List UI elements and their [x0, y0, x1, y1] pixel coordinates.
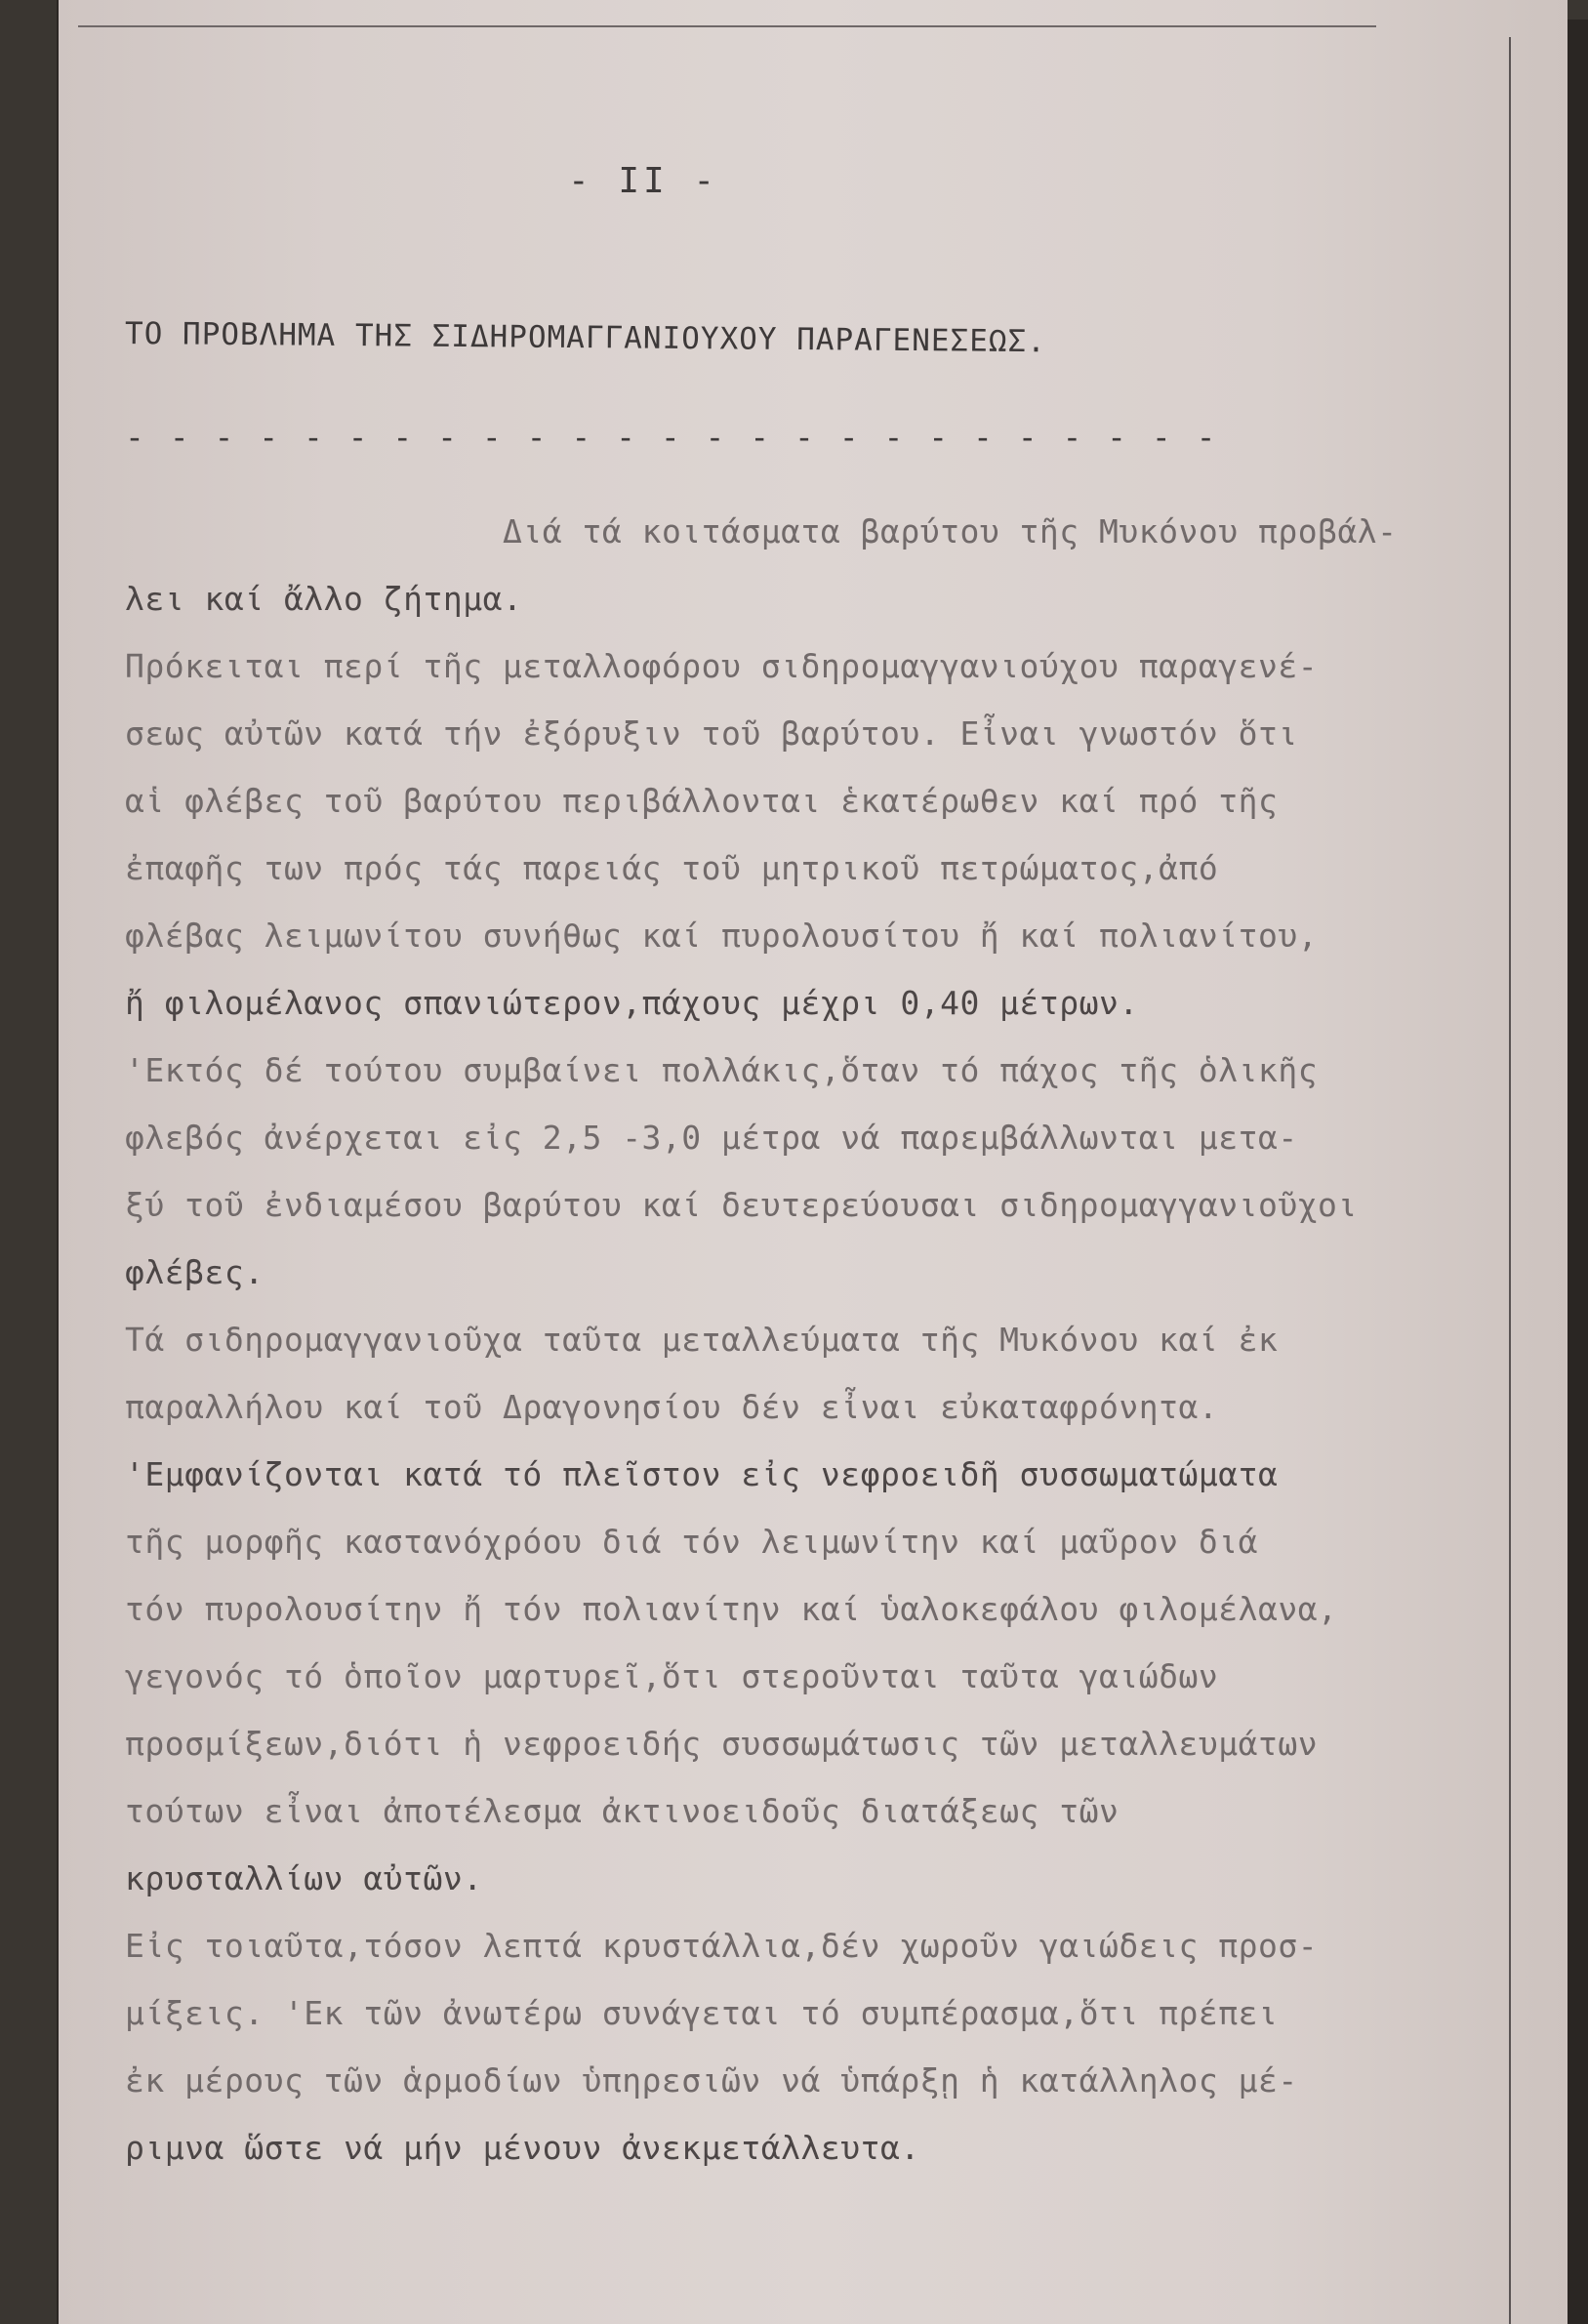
page-number: - II -	[568, 161, 719, 201]
text-line: φλεβός ἀνέρχεται εἰς 2,5 -3,0 μέτρα νά παρεμβάλλωνται μετα-	[125, 1119, 1298, 1157]
text-line: φλέβας λειμωνίτου συνήθως καί πυρολουσίτου ἤ καί πολιανίτου,	[125, 917, 1319, 955]
text-line: αἱ φλέβες τοῦ βαρύτου περιβάλλονται ἑκατέρωθεν καί πρό τῆς	[125, 782, 1279, 820]
section-heading: ΤΟ ΠΡΟΒΛΗΜΑ ΤΗΣ ΣΙΔΗΡΟΜΑΓΓΑΝΙΟΥΧΟΥ ΠΑΡΑΓΕΝΕΣΕΩΣ.	[124, 316, 1046, 360]
top-rule	[78, 25, 1376, 27]
text-line: ἐπαφῆς των πρός τάς παρειάς τοῦ μητρικοῦ πετρώματος,ἀπό	[125, 849, 1219, 887]
text-line: Εἰς τοιαῦτα,τόσον λεπτά κρυστάλλια,δέν χωροῦν γαιώδεις προσ-	[125, 1927, 1319, 1965]
text-line: Πρόκειται περί τῆς μεταλλοφόρου σιδηρομαγγανιούχου παραγενέ-	[125, 647, 1319, 685]
text-line: τούτων εἶναι ἀποτέλεσμα ἀκτινοειδοῦς διατάξεως τῶν	[125, 1792, 1120, 1830]
text-line: μίξεις. 'Εκ τῶν ἀνωτέρω συνάγεται τό συμπέρασμα,ὅτι πρέπει	[125, 1994, 1279, 2032]
text-line: ξύ τοῦ ἐνδιαμέσου βαρύτου καί δευτερεύουσαι σιδηρομαγγανιοῦχοι	[125, 1186, 1358, 1224]
body-text	[125, 498, 1491, 2181]
text-line: κρυσταλλίων αὐτῶν.	[125, 1859, 483, 1897]
text-line: φλέβες.	[125, 1253, 265, 1291]
text-line: τῆς μορφῆς καστανόχρόου διά τόν λειμωνίτην καί μαῦρον διά	[125, 1523, 1258, 1561]
text-line: γεγονός τό ὁποῖον μαρτυρεῖ,ὅτι στεροῦνται ταῦτα γαιώδων	[125, 1657, 1219, 1695]
text-line: ἐκ μέρους τῶν ἁρμοδίων ὑπηρεσιῶν νά ὑπάρξῃ ἡ κατάλληλος μέ-	[125, 2061, 1298, 2100]
text-line: Διά τά κοιτάσματα βαρύτου τῆς Μυκόνου προβάλ-	[503, 512, 1398, 550]
text-line: παραλλήλου καί τοῦ Δραγονησίου δέν εἶναι εὐκαταφρόνητα.	[125, 1388, 1219, 1426]
text-line: λει καί ἄλλο ζήτημα.	[125, 580, 523, 618]
text-line: 'Εκτός δέ τούτου συμβαίνει πολλάκις,ὅταν τό πάχος τῆς ὁλικῆς	[125, 1051, 1319, 1089]
text-line: 'Εμφανίζονται κατά τό πλεῖστον εἰς νεφροειδῆ συσσωματώματα	[125, 1455, 1279, 1493]
text-line: σεως αὐτῶν κατά τήν ἐξόρυξιν τοῦ βαρύτου. Εἶναι γνωστόν ὅτι	[125, 714, 1298, 753]
text-line: ἤ φιλομέλανος σπανιώτερον,πάχους μέχρι 0,40 μέτρων.	[125, 984, 1139, 1022]
heading-underline: - - - - - - - - - - - - - - - - - - - - - - - - -	[125, 418, 1219, 456]
text-line: τόν πυρολουσίτην ἤ τόν πολιανίτην καί ὑαλοκεφάλου φιλομέλανα,	[125, 1590, 1338, 1628]
text-line: ριμνα ὥστε νά μήν μένουν ἀνεκμετάλλευτα.	[125, 2129, 920, 2167]
right-margin-rule	[1509, 37, 1511, 2324]
text-line: προσμίξεων,διότι ἡ νεφροειδής συσσωμάτωσις τῶν μεταλλευμάτων	[125, 1725, 1319, 1763]
text-line: Τά σιδηρομαγγανιοῦχα ταῦτα μεταλλεύματα τῆς Μυκόνου καί ἐκ	[125, 1321, 1279, 1359]
